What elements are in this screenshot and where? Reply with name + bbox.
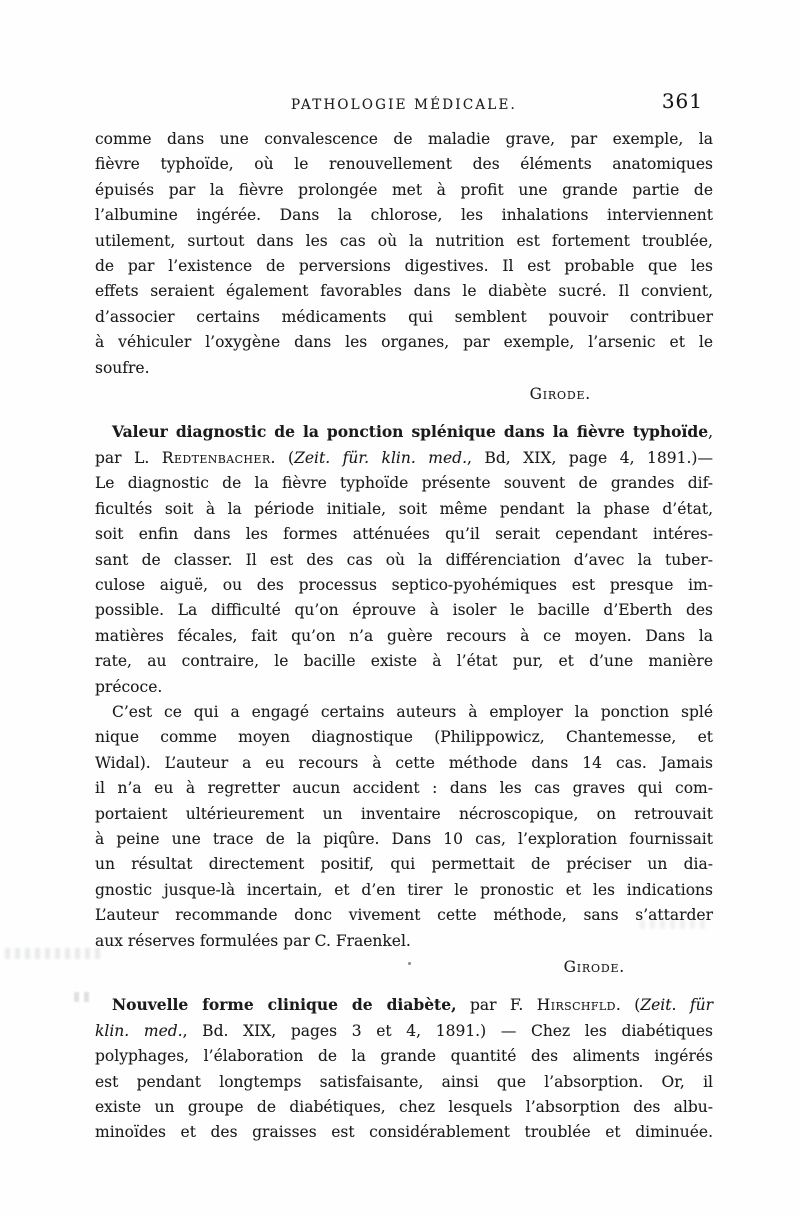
text-segment: à peine une trace de la piqûre. Dans 10 cas, l’exploration fournissait [95, 829, 713, 848]
text-line [95, 878, 713, 903]
text-line [95, 1120, 713, 1145]
paragraph [95, 419, 713, 699]
text-line [95, 497, 713, 522]
text-segment: d’associer certains médicaments qui semblent pouvoir contribuer [95, 307, 713, 326]
text-segment: . ( [615, 996, 641, 1015]
text-segment: rate, au contraire, le bacille existe à l’état pur, et d’une manière [95, 652, 713, 671]
text-segment: , Bd, XIX, page 4, 1891.)— [467, 448, 713, 467]
text-segment: Widal). L’auteur a eu recours à cette méthode dans 14 cas. Jamais [95, 753, 713, 772]
page-text-column [95, 127, 713, 1146]
text-segment: comme dans une convalescence de maladie grave, par exemple, la [95, 130, 713, 148]
text-line [95, 203, 713, 228]
text-line [95, 178, 713, 203]
text-line [95, 700, 713, 725]
text-line [95, 725, 713, 750]
text-segment: aux réserves formulées par C. Fraenkel. [95, 931, 411, 950]
text-segment: utilement, surtout dans les cas où la nutrition est fortement troublée, [95, 231, 713, 250]
text-line [95, 1095, 713, 1120]
text-segment: culose aiguë, ou des processus septico-pyohémiques est presque im- [95, 575, 713, 594]
text-segment: ficultés soit à la période initiale, soit même pendant la phase d’état, [95, 499, 713, 518]
text-segment: soufre. [95, 358, 150, 377]
text-segment: portaient ultérieurement un inventaire nécroscopique, on retrouvait [95, 804, 713, 823]
text-segment: gnostic jusque-là incertain, et d’en tirer le pronostic et les indications [95, 880, 713, 899]
text-segment: L’auteur recommande donc vivement cette méthode, sans s’attarder [95, 906, 713, 925]
text-segment: de par l’existence de perversions digestives. Il est probable que les [95, 257, 713, 276]
text-segment: C’est ce qui a engagé certains auteurs à employer la ponction splé [112, 702, 713, 721]
italic-text: Zeit. für [640, 996, 713, 1015]
bold-text: Valeur diagnostic de la ponction splénique dans la fièvre typhoïde [112, 422, 709, 442]
text-line [95, 1019, 713, 1044]
text-segment: possible. La difficulté qu’on éprouve à isoler le bacille d’Eberth des [95, 601, 713, 620]
paragraph [95, 992, 713, 1145]
text-segment: est pendant longtemps satisfaisante, ainsi que l’absorption. Or, il [95, 1072, 713, 1091]
author-signature: Girode. [563, 958, 625, 976]
italic-text: klin. med. [95, 1021, 183, 1040]
text-segment: matières fécales, fait qu’on n’a guère recours à ce moyen. Dans la [95, 626, 713, 645]
text-line [95, 903, 713, 928]
text-line [95, 929, 713, 954]
text-line [95, 598, 713, 623]
text-line [95, 254, 713, 279]
text-line [95, 152, 713, 177]
text-line [95, 649, 713, 674]
text-line [95, 802, 713, 827]
text-line [95, 127, 713, 152]
text-line [95, 522, 713, 547]
bleed-through-artifact [74, 992, 94, 1002]
text-line [95, 992, 713, 1018]
text-line [95, 471, 713, 496]
text-segment: soit enfin dans les formes atténuées qu’il serait cependant intéres- [95, 525, 713, 544]
text-line [95, 852, 713, 877]
text-segment: précoce. [95, 677, 163, 696]
paragraph [95, 700, 713, 954]
text-line [95, 827, 713, 852]
text-segment: épuisés par la fièvre prolongée met à profit une grande partie de [95, 180, 713, 199]
text-line [95, 330, 713, 355]
text-segment: nique comme moyen diagnostique (Philippowicz, Chantemesse, et [95, 728, 713, 747]
text-line [95, 1070, 713, 1095]
paragraph [95, 127, 713, 381]
page-title: PATHOLOGIE MÉDICALE. [290, 97, 518, 113]
bold-text: Nouvelle forme clinique de diabète, [112, 995, 457, 1015]
author-signature: Girode. [529, 385, 591, 404]
text-segment: , Bd. XIX, pages 3 et 4, 1891.) — Chez les diabétiques [182, 1021, 713, 1040]
text-segment: , [708, 423, 713, 442]
text-line [95, 548, 713, 573]
text-segment: . ( [270, 448, 295, 467]
text-segment: Le diagnostic de la fièvre typhoïde présente souvent de grandes dif- [95, 474, 713, 493]
text-line [95, 305, 713, 330]
text-segment: polyphages, l’élaboration de la grande quantité des aliments ingérés [95, 1047, 713, 1066]
text-line [95, 419, 713, 445]
text-segment: par F. [456, 996, 537, 1015]
text-line [95, 356, 713, 381]
text-segment: sant de classer. Il est des cas où la différenciation d’avec la tuber- [95, 550, 713, 569]
text-segment: existe un groupe de diabétiques, chez lesquels l’absorption des albu- [95, 1098, 713, 1117]
text-line [95, 751, 713, 776]
text-line [95, 446, 713, 471]
text-line [95, 624, 713, 649]
page-number: 361 [661, 89, 703, 113]
text-segment: par L. [95, 448, 162, 467]
text-line [95, 229, 713, 254]
text-line [95, 279, 713, 304]
running-head [95, 89, 713, 113]
text-line [95, 1044, 713, 1069]
smallcaps-text: Redtenbacher [161, 448, 271, 467]
text-segment: minoïdes et des graisses est considérablement troublée et diminuée. [95, 1123, 713, 1142]
text-segment: l’albumine ingérée. Dans la chlorose, les inhalations interviennent [95, 206, 713, 225]
text-segment: fièvre typhoïde, où le renouvellement des éléments anatomiques [95, 155, 713, 174]
text-segment: un résultat directement positif, qui permettait de préciser un dia- [95, 855, 713, 874]
text-segment: à véhiculer l’oxygène dans les organes, par exemple, l’arsenic et le [95, 333, 713, 352]
italic-text: Zeit. für. klin. med. [294, 448, 468, 467]
text-segment: il n’a eu à regretter aucun accident : dans les cas graves qui com- [95, 779, 713, 798]
text-segment: effets seraient également favorables dans le diabète sucré. Il convient, [95, 282, 713, 301]
text-line [95, 675, 713, 700]
text-line [95, 573, 713, 598]
bleed-through-artifact [5, 948, 105, 959]
text-line [95, 776, 713, 801]
smallcaps-text: Hirschfld [536, 996, 616, 1015]
